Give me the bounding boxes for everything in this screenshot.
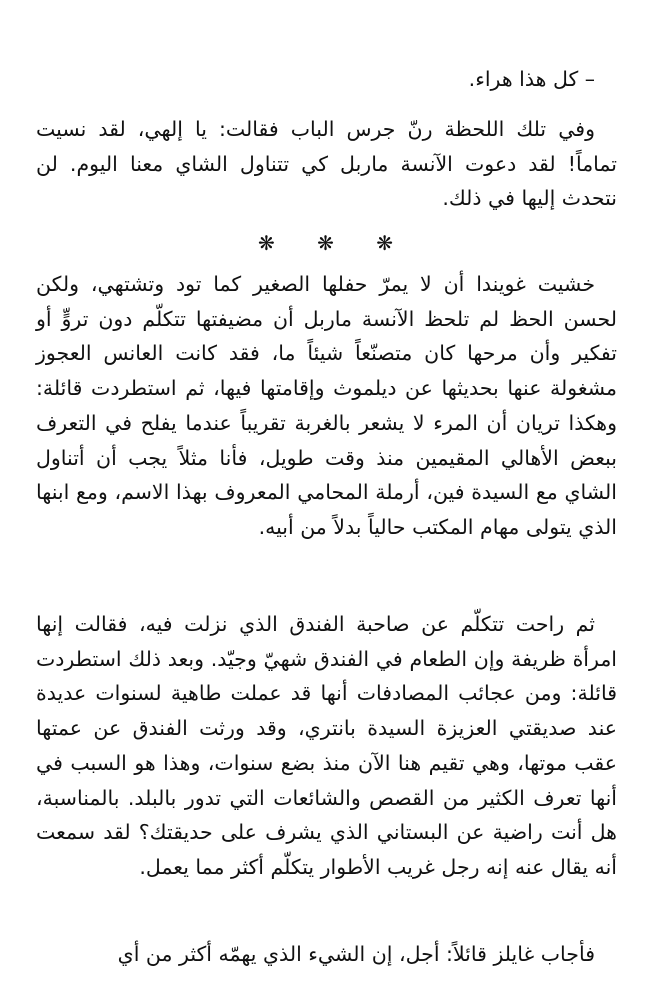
paragraph-block <box>36 62 617 97</box>
paragraph-block <box>36 607 617 885</box>
paragraph-giles-reply: فأجاب غايلز قائلاً: أجل، إن الشيء الذي يهمّه أكثر من أي <box>117 942 595 966</box>
paragraph-doorbell: وفي تلك اللحظة رنّ جرس الباب فقالت: يا إلهي، لقد نسيت تماماً! لقد دعوت الآنسة ماربل كي تتناول الشاي معنا اليوم. لن نتحدث إليها في ذلك. <box>36 117 617 211</box>
paragraph-block <box>36 267 617 545</box>
paragraph-block <box>36 112 617 216</box>
paragraph-gwenda-party: خشيت غويندا أن لا يمرّ حفلها الصغير كما تود وتشتهي، ولكن لحسن الحظ لم تلحظ الآنسة ماربل أن مضيفتها تتكلّم دون تروٍّ أو تفكير وأن مرحها كان متصنّعاً شيئاً ما، فقد كانت العانس العجوز مشغولة عنها بحديثها عن ديلموث وإقامتها فيها، ثم استطردت قائلة: وهكذا تريان أن المرء لا يشعر بالغربة تقريباً عندما يفلح في التعرف ببعض الأهالي المقيمين منذ وقت طويل، فأنا مثلاً يجب أن أتناول الشاي مع السيدة فين، أرملة المحامي المعروف بهذا الاسم، ومع ابنها الذي يتولى مهام المكتب حالياً بدلاً من أبيه. <box>36 272 617 539</box>
section-separator: ❋ ❋ ❋ <box>258 231 411 255</box>
paragraph-block <box>36 937 617 972</box>
paragraph-hotel-owner: ثم راحت تتكلّم عن صاحبة الفندق الذي نزلت فيه، فقالت إنها امرأة ظريفة وإن الطعام في الفندق شهيّ وجيّد. وبعد ذلك استطردت قائلة: ومن عجائب المصادفات أنها قد عملت طاهية لسنوات عديدة عند صديقتي العزيزة السيدة بانتري، وقد ورثت الفندق عن عمتها عقب موتها، وهي تقيم هنا الآن منذ بضع سنوات، وهذا هو السبب في أنها تعرف الكثير من القصص والشائعات التي تدور بالبلد. بالمناسبة، هل أنت راضية عن البستاني الذي يشرف على حديقتك؟ لقد سمعت أنه يقال عنه إنه رجل غريب الأطوار يتكلّم أكثر مما يعمل. <box>36 612 617 879</box>
paragraph-dialogue-line: – كل هذا هراء. <box>468 67 595 91</box>
